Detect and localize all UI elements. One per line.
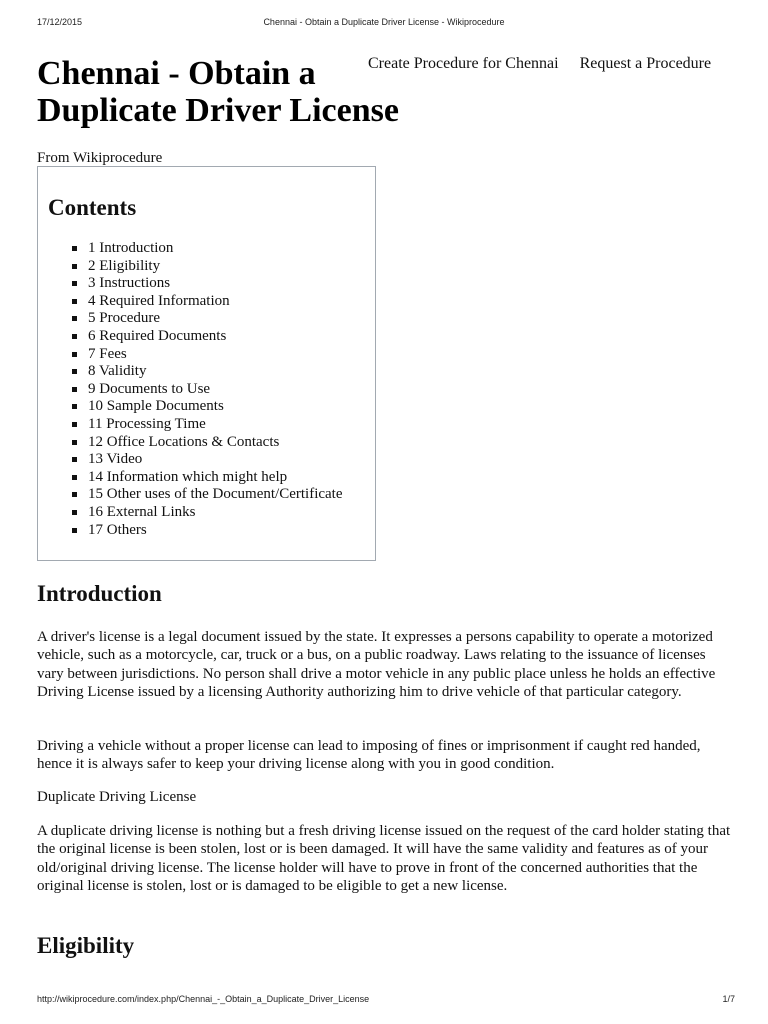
toc-heading: Contents	[48, 195, 137, 220]
intro-subtitle: Duplicate Driving License	[37, 789, 197, 805]
toc-item	[88, 434, 343, 452]
page-number: 1/7	[722, 994, 735, 1004]
toc-item	[88, 346, 343, 364]
toc-item	[88, 398, 343, 416]
toc-link-validity[interactable]: 8 Validity	[88, 363, 147, 380]
toc-item	[88, 328, 343, 346]
create-procedure-link[interactable]: Create Procedure for Chennai	[368, 55, 559, 72]
toc-item	[88, 310, 343, 328]
toc-item	[88, 486, 343, 504]
toc-link-procedure[interactable]: 5 Procedure	[88, 310, 161, 327]
toc-item	[88, 258, 343, 276]
toc-item	[88, 381, 343, 399]
toc-link-sample-documents[interactable]: 10 Sample Documents	[88, 398, 224, 415]
print-date: 17/12/2015	[37, 17, 83, 27]
intro-paragraph-1: A driver's license is a legal document issued by the state. It expresses a persons capability to operate a motorized vehicle, such as a motorcycle, car, truck or a bus, on a public roadway. Laws relating to the issuance of licenses vary between jurisdictions. No person shall drive a motor vehicle in any public place unless he holds an effective Driving License issued by a licensing Authority authorizing him to drive vehicle of that particular category.	[37, 629, 716, 701]
toc-item	[88, 363, 343, 381]
page-title	[37, 55, 399, 129]
toc-link-external-links[interactable]: 16 External Links	[88, 503, 196, 520]
page-title-line1: Chennai - Obtain a	[37, 55, 316, 92]
toc-item	[88, 504, 343, 522]
intro-paragraph-3: A duplicate driving license is nothing but a fresh driving license issued on the request of the card holder stating that the original license is been stolen, lost or is been damaged. It will have the same validity and features as of your old/original driving license. The license holder will have to prove in front of the concerned authorities that the original license is stolen, lost or is damaged to be eligible to get a new license.	[37, 823, 731, 895]
toc-item	[88, 293, 343, 311]
toc-link-other-uses[interactable]: 15 Other uses of the Document/Certificate	[88, 486, 343, 503]
print-url: http://wikiprocedure.com/index.php/Chennai_-_Obtain_a_Duplicate_Driver_License	[37, 994, 370, 1004]
intro-paragraph-2: Driving a vehicle without a proper license can lead to imposing of fines or imprisonment if caught red handed, hence it is always safer to keep your driving license along with you in good condition.	[37, 738, 701, 773]
toc-list	[48, 240, 343, 539]
toc-link-eligibility[interactable]: 2 Eligibility	[88, 257, 161, 274]
toc-link-required-documents[interactable]: 6 Required Documents	[88, 327, 227, 344]
page-title-line2: Duplicate Driver License	[37, 92, 399, 129]
print-header	[0, 17, 768, 29]
section-heading-introduction: Introduction	[37, 581, 162, 606]
toc-link-others[interactable]: 17 Others	[88, 521, 147, 538]
request-procedure-link[interactable]: Request a Procedure	[579, 55, 712, 72]
toc-link-required-information[interactable]: 4 Required Information	[88, 292, 230, 309]
toc-item	[88, 451, 343, 469]
toc-item	[88, 416, 343, 434]
toc-link-information[interactable]: 14 Information which might help	[88, 468, 288, 485]
table-of-contents	[37, 166, 376, 561]
toc-link-documents-to-use[interactable]: 9 Documents to Use	[88, 380, 211, 397]
toc-link-processing-time[interactable]: 11 Processing Time	[88, 415, 206, 432]
toc-item	[88, 275, 343, 293]
toc-link-office-locations[interactable]: 12 Office Locations & Contacts	[88, 433, 280, 450]
toc-link-instructions[interactable]: 3 Instructions	[88, 275, 171, 292]
toc-link-fees[interactable]: 7 Fees	[88, 345, 127, 362]
toc-link-video[interactable]: 13 Video	[88, 451, 143, 468]
site-sub: From Wikiprocedure	[37, 150, 163, 166]
toc-item	[88, 469, 343, 487]
toc-item	[88, 240, 343, 258]
toc-link-introduction[interactable]: 1 Introduction	[88, 240, 174, 256]
print-title: Chennai - Obtain a Duplicate Driver License - Wikiprocedure	[263, 17, 505, 27]
section-heading-eligibility: Eligibility	[37, 933, 135, 958]
toc-item	[88, 522, 343, 540]
top-links	[368, 55, 711, 73]
